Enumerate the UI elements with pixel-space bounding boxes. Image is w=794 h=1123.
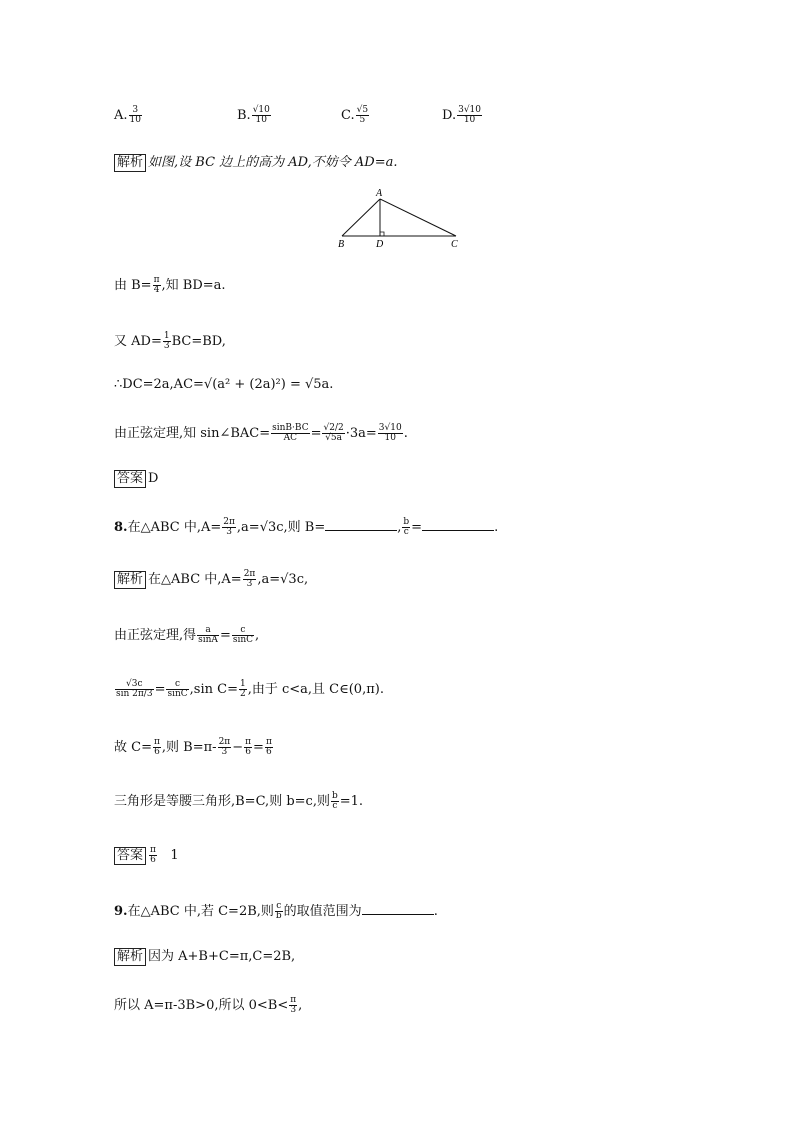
q8-number: 8. [114,520,128,535]
q7-step-4: 由正弦定理,知 sin∠BAC= $\frac{\sin B\cdot BC}{AC}$ = $\frac{√2/2}{√5a}$ ·3a= $\frac{3√10}{10}$ . [114,423,408,443]
option-c-label: C. [341,108,355,123]
vertex-a-label: A [376,188,383,199]
q7-solution-intro [114,154,398,172]
q9-stem: 9.在△ABC 中,若 C=2B,则 $\frac{c}{b}$ 的取值范围为 . [114,901,438,921]
q8-blank-1[interactable] [325,520,397,531]
q8-blank-2[interactable] [422,520,494,531]
q9-number: 9. [114,904,128,919]
option-d [442,106,483,125]
q7-step-1: 由 B= $\frac{\pi}{4}$ ,知 BD=a. [114,275,226,295]
option-a-fraction: $\frac{3}{10}$ [129,105,141,125]
q9-blank[interactable] [362,904,434,915]
option-b-fraction: $\frac{√10}{10}$ [252,105,270,125]
vertex-b-label: B [338,239,345,248]
answer-tag: 答案 [114,847,146,865]
q7-answer [114,470,158,488]
q9-solution-line-2: 所以 A=π-3B>0,所以 0<B< $\frac{\pi}{3}$ , [114,995,303,1015]
q8-answer-2: 1 [170,848,179,863]
jiexi-tag: 解析 [114,571,146,589]
q8-solution-line-5: 三角形是等腰三角形,B=C,则 b=c,则 $\frac{b}{c}$ =1. [114,791,364,811]
option-d-fraction: $\frac{3√10}{10}$ [458,105,482,125]
q8-answer: 答案 $\frac{\pi}{6}$ 1 [114,846,179,865]
jiexi-tag: 解析 [114,948,146,966]
q7-answer-value: D [148,471,159,486]
q8-solution-line-4: 故 C= $\frac{\pi}{6}$ ,则 B=π- $\frac{2\pi}{3}$ − $\frac{\pi}{6}$ = $\frac{\pi}{6}$ [114,737,272,757]
option-b [237,106,272,125]
q7-intro-text: 如图,设 BC 边上的高为 AD,不妨令 AD=a. [148,155,398,170]
option-a [114,106,143,125]
q8-solution-line-1: 解析 在△ABC 中,A= $\frac{2\pi}{3}$ ,a=√3c, [114,570,308,589]
vertex-d-label: D [376,239,384,248]
q7-step-2: 又 AD= $\frac{1}{3}$ BC=BD, [114,331,226,351]
vertex-c-label: C [451,239,458,248]
answer-tag: 答案 [114,470,146,488]
option-c [341,106,370,125]
q8-solution-line-2: 由正弦定理,得 $\frac{a}{\sin A}$ = $\frac{c}{\sin C}$ , [114,625,260,645]
option-c-fraction: $\frac{√5}{5}$ [356,105,369,125]
q9-solution-line-1: 解析 因为 A+B+C=π,C=2B, [114,948,295,966]
triangle-figure [330,186,470,248]
option-a-label: A. [114,108,128,123]
option-d-label: D. [442,108,457,123]
q7-step-3: ∴DC=2a,AC=√(a² + (2a)²) = √5a. [114,377,334,392]
jiexi-tag: 解析 [114,154,146,172]
option-b-label: B. [237,108,251,123]
q8-stem: 8.在△ABC 中,A= $\frac{2\pi}{3}$ ,a=√3c,则 B= , $\frac{b}{c}$ = . [114,517,499,537]
q8-solution-line-3: $\frac{√3c}{\sin 2\pi/3}$ = $\frac{c}{\sin C}$ ,sin C= $\frac{1}{2}$ ,由于 c<a,且 C∈(0,π). [116,679,384,699]
